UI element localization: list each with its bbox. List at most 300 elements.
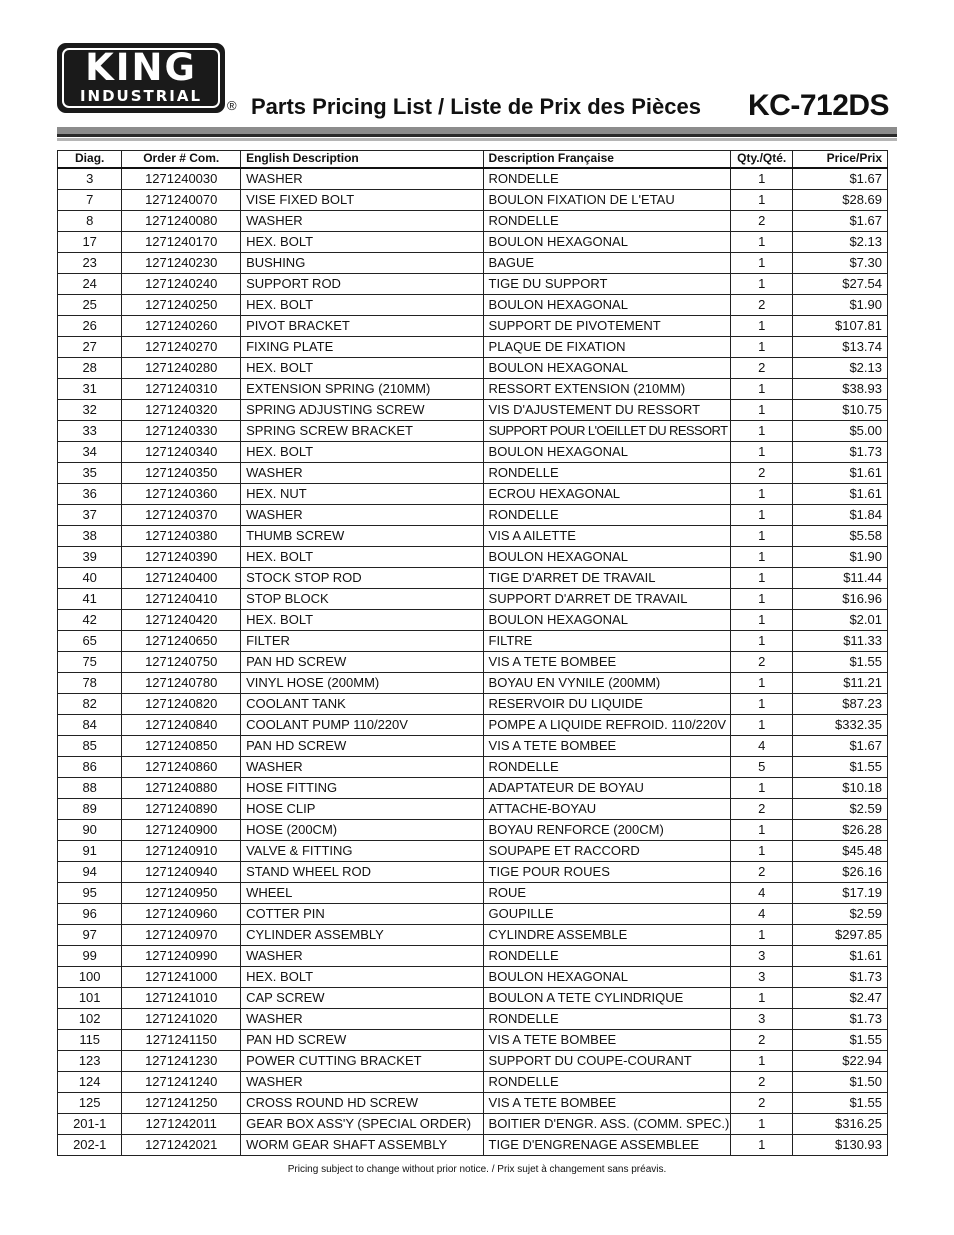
col-header-order: Order # Com. — [122, 151, 241, 169]
french-description-cell: RESSORT EXTENSION (210MM) — [483, 379, 730, 400]
diag-cell: 89 — [58, 799, 122, 820]
price-cell: $332.35 — [793, 715, 888, 736]
english-description-cell: VALVE & FITTING — [241, 841, 483, 862]
table-row — [58, 1093, 888, 1114]
english-description-cell: STAND WHEEL ROD — [241, 862, 483, 883]
diag-cell: 33 — [58, 421, 122, 442]
table-row — [58, 1009, 888, 1030]
order-number-cell: 1271240350 — [122, 463, 241, 484]
qty-cell: 2 — [731, 211, 793, 232]
diag-cell: 88 — [58, 778, 122, 799]
diag-cell: 102 — [58, 1009, 122, 1030]
order-number-cell: 1271240380 — [122, 526, 241, 547]
price-cell: $26.16 — [793, 862, 888, 883]
diag-cell: 124 — [58, 1072, 122, 1093]
diag-cell: 202-1 — [58, 1135, 122, 1156]
order-number-cell: 1271240280 — [122, 358, 241, 379]
french-description-cell: TIGE D'ENGRENAGE ASSEMBLEE — [483, 1135, 730, 1156]
qty-cell: 1 — [731, 379, 793, 400]
col-header-qty: Qty./Qté. — [731, 151, 793, 169]
table-row — [58, 652, 888, 673]
table-row — [58, 190, 888, 211]
diag-cell: 8 — [58, 211, 122, 232]
price-cell: $1.61 — [793, 463, 888, 484]
french-description-cell: RONDELLE — [483, 1072, 730, 1093]
english-description-cell: WASHER — [241, 1009, 483, 1030]
price-cell: $1.61 — [793, 946, 888, 967]
parts-pricing-table — [57, 150, 888, 1156]
qty-cell: 1 — [731, 673, 793, 694]
table-row — [58, 211, 888, 232]
english-description-cell: VISE FIXED BOLT — [241, 190, 483, 211]
diag-cell: 28 — [58, 358, 122, 379]
english-description-cell: STOCK STOP ROD — [241, 568, 483, 589]
table-row — [58, 1114, 888, 1135]
diag-cell: 35 — [58, 463, 122, 484]
order-number-cell: 1271241250 — [122, 1093, 241, 1114]
diag-cell: 101 — [58, 988, 122, 1009]
qty-cell: 2 — [731, 1030, 793, 1051]
qty-cell: 2 — [731, 463, 793, 484]
order-number-cell: 1271240880 — [122, 778, 241, 799]
price-cell: $22.94 — [793, 1051, 888, 1072]
english-description-cell: HEX. BOLT — [241, 547, 483, 568]
price-cell: $1.90 — [793, 295, 888, 316]
english-description-cell: FILTER — [241, 631, 483, 652]
logo-brand-text: KING — [85, 46, 197, 89]
diag-cell: 82 — [58, 694, 122, 715]
diag-cell: 78 — [58, 673, 122, 694]
table-row — [58, 442, 888, 463]
diag-cell: 39 — [58, 547, 122, 568]
english-description-cell: CYLINDER ASSEMBLY — [241, 925, 483, 946]
table-row — [58, 295, 888, 316]
table-row — [58, 820, 888, 841]
table-row — [58, 589, 888, 610]
english-description-cell: POWER CUTTING BRACKET — [241, 1051, 483, 1072]
qty-cell: 2 — [731, 862, 793, 883]
diag-cell: 26 — [58, 316, 122, 337]
english-description-cell: CAP SCREW — [241, 988, 483, 1009]
qty-cell: 3 — [731, 946, 793, 967]
qty-cell: 1 — [731, 168, 793, 190]
price-cell: $26.28 — [793, 820, 888, 841]
order-number-cell: 1271240650 — [122, 631, 241, 652]
english-description-cell: HEX. BOLT — [241, 232, 483, 253]
english-description-cell: HEX. BOLT — [241, 442, 483, 463]
order-number-cell: 1271240070 — [122, 190, 241, 211]
qty-cell: 1 — [731, 631, 793, 652]
price-cell: $11.33 — [793, 631, 888, 652]
price-cell: $1.61 — [793, 484, 888, 505]
table-row — [58, 379, 888, 400]
english-description-cell: HEX. NUT — [241, 484, 483, 505]
king-industrial-logo — [57, 43, 225, 113]
qty-cell: 1 — [731, 316, 793, 337]
table-row — [58, 799, 888, 820]
english-description-cell: WASHER — [241, 757, 483, 778]
col-header-diag: Diag. — [58, 151, 122, 169]
table-row — [58, 715, 888, 736]
table-row — [58, 568, 888, 589]
french-description-cell: TIGE D'ARRET DE TRAVAIL — [483, 568, 730, 589]
order-number-cell: 1271240370 — [122, 505, 241, 526]
price-cell: $27.54 — [793, 274, 888, 295]
french-description-cell: CYLINDRE ASSEMBLE — [483, 925, 730, 946]
qty-cell: 1 — [731, 274, 793, 295]
english-description-cell: HEX. BOLT — [241, 295, 483, 316]
diag-cell: 3 — [58, 168, 122, 190]
french-description-cell: BOYAU EN VYNILE (200MM) — [483, 673, 730, 694]
french-description-cell: BOULON HEXAGONAL — [483, 547, 730, 568]
order-number-cell: 1271240170 — [122, 232, 241, 253]
table-row — [58, 358, 888, 379]
diag-cell: 27 — [58, 337, 122, 358]
qty-cell: 1 — [731, 1051, 793, 1072]
english-description-cell: VINYL HOSE (200MM) — [241, 673, 483, 694]
table-row — [58, 736, 888, 757]
price-cell: $38.93 — [793, 379, 888, 400]
order-number-cell: 1271240250 — [122, 295, 241, 316]
table-row — [58, 484, 888, 505]
table-row — [58, 274, 888, 295]
price-cell: $10.18 — [793, 778, 888, 799]
diag-cell: 97 — [58, 925, 122, 946]
english-description-cell: WASHER — [241, 505, 483, 526]
diag-cell: 41 — [58, 589, 122, 610]
french-description-cell: RONDELLE — [483, 211, 730, 232]
english-description-cell: EXTENSION SPRING (210MM) — [241, 379, 483, 400]
french-description-cell: VIS A TETE BOMBEE — [483, 652, 730, 673]
french-description-cell: VIS A TETE BOMBEE — [483, 736, 730, 757]
diag-cell: 96 — [58, 904, 122, 925]
french-description-cell: BOULON FIXATION DE L'ETAU — [483, 190, 730, 211]
order-number-cell: 1271240230 — [122, 253, 241, 274]
english-description-cell: HEX. BOLT — [241, 967, 483, 988]
qty-cell: 1 — [731, 610, 793, 631]
table-row — [58, 253, 888, 274]
price-cell: $10.75 — [793, 400, 888, 421]
order-number-cell: 1271240270 — [122, 337, 241, 358]
table-row — [58, 421, 888, 442]
english-description-cell: HOSE CLIP — [241, 799, 483, 820]
qty-cell: 1 — [731, 253, 793, 274]
table-row — [58, 1135, 888, 1156]
price-cell: $87.23 — [793, 694, 888, 715]
diag-cell: 37 — [58, 505, 122, 526]
price-cell: $16.96 — [793, 589, 888, 610]
order-number-cell: 1271240320 — [122, 400, 241, 421]
qty-cell: 1 — [731, 988, 793, 1009]
diag-cell: 94 — [58, 862, 122, 883]
english-description-cell: PAN HD SCREW — [241, 1030, 483, 1051]
table-row — [58, 694, 888, 715]
qty-cell: 1 — [731, 442, 793, 463]
french-description-cell: ROUE — [483, 883, 730, 904]
diag-cell: 75 — [58, 652, 122, 673]
diag-cell: 40 — [58, 568, 122, 589]
french-description-cell: PLAQUE DE FIXATION — [483, 337, 730, 358]
english-description-cell: SPRING ADJUSTING SCREW — [241, 400, 483, 421]
table-row — [58, 316, 888, 337]
order-number-cell: 1271240260 — [122, 316, 241, 337]
price-cell: $1.55 — [793, 652, 888, 673]
qty-cell: 1 — [731, 505, 793, 526]
price-cell: $1.55 — [793, 757, 888, 778]
english-description-cell: HEX. BOLT — [241, 358, 483, 379]
col-header-english: English Description — [241, 151, 483, 169]
logo-sub-text: INDUSTRIAL — [79, 87, 203, 105]
french-description-cell: VIS A TETE BOMBEE — [483, 1030, 730, 1051]
qty-cell: 4 — [731, 883, 793, 904]
french-description-cell: BAGUE — [483, 253, 730, 274]
qty-cell: 1 — [731, 526, 793, 547]
price-cell: $2.59 — [793, 799, 888, 820]
qty-cell: 1 — [731, 547, 793, 568]
french-description-cell: TIGE POUR ROUES — [483, 862, 730, 883]
french-description-cell: SUPPORT DU COUPE-COURANT — [483, 1051, 730, 1072]
price-cell: $11.44 — [793, 568, 888, 589]
french-description-cell: VIS A AILETTE — [483, 526, 730, 547]
price-cell: $5.00 — [793, 421, 888, 442]
table-row — [58, 631, 888, 652]
order-number-cell: 1271240910 — [122, 841, 241, 862]
qty-cell: 1 — [731, 694, 793, 715]
table-row — [58, 168, 888, 190]
diag-cell: 32 — [58, 400, 122, 421]
table-row — [58, 904, 888, 925]
order-number-cell: 1271240240 — [122, 274, 241, 295]
diag-cell: 23 — [58, 253, 122, 274]
price-cell: $11.21 — [793, 673, 888, 694]
english-description-cell: HOSE FITTING — [241, 778, 483, 799]
price-cell: $2.01 — [793, 610, 888, 631]
diag-cell: 34 — [58, 442, 122, 463]
english-description-cell: HOSE (200CM) — [241, 820, 483, 841]
english-description-cell: WASHER — [241, 168, 483, 190]
french-description-cell: TIGE DU SUPPORT — [483, 274, 730, 295]
qty-cell: 1 — [731, 715, 793, 736]
table-row — [58, 547, 888, 568]
french-description-cell: GOUPILLE — [483, 904, 730, 925]
table-row — [58, 778, 888, 799]
order-number-cell: 1271240330 — [122, 421, 241, 442]
diag-cell: 115 — [58, 1030, 122, 1051]
price-cell: $316.25 — [793, 1114, 888, 1135]
qty-cell: 1 — [731, 421, 793, 442]
qty-cell: 1 — [731, 1135, 793, 1156]
qty-cell: 1 — [731, 925, 793, 946]
diag-cell: 31 — [58, 379, 122, 400]
qty-cell: 2 — [731, 1093, 793, 1114]
diag-cell: 38 — [58, 526, 122, 547]
english-description-cell: WASHER — [241, 1072, 483, 1093]
qty-cell: 5 — [731, 757, 793, 778]
col-header-french: Description Française — [483, 151, 730, 169]
order-number-cell: 1271240400 — [122, 568, 241, 589]
qty-cell: 4 — [731, 736, 793, 757]
order-number-cell: 1271241230 — [122, 1051, 241, 1072]
table-row — [58, 673, 888, 694]
order-number-cell: 1271240080 — [122, 211, 241, 232]
qty-cell: 1 — [731, 1114, 793, 1135]
french-description-cell: VIS D'AJUSTEMENT DU RESSORT — [483, 400, 730, 421]
table-row — [58, 610, 888, 631]
french-description-cell: BOULON HEXAGONAL — [483, 358, 730, 379]
order-number-cell: 1271240860 — [122, 757, 241, 778]
french-description-cell: SOUPAPE ET RACCORD — [483, 841, 730, 862]
qty-cell: 3 — [731, 967, 793, 988]
price-cell: $1.73 — [793, 442, 888, 463]
header-rule-dark — [57, 134, 897, 137]
price-cell: $1.67 — [793, 168, 888, 190]
french-description-cell: RONDELLE — [483, 1009, 730, 1030]
diag-cell: 24 — [58, 274, 122, 295]
qty-cell: 1 — [731, 484, 793, 505]
french-description-cell: RESERVOIR DU LIQUIDE — [483, 694, 730, 715]
price-cell: $2.13 — [793, 358, 888, 379]
qty-cell: 4 — [731, 904, 793, 925]
qty-cell: 1 — [731, 232, 793, 253]
col-header-price: Price/Prix — [793, 151, 888, 169]
page-title: Parts Pricing List / Liste de Prix des Pièces — [251, 94, 701, 119]
table-row — [58, 1072, 888, 1093]
qty-cell: 1 — [731, 400, 793, 421]
qty-cell: 1 — [731, 568, 793, 589]
french-description-cell: SUPPORT POUR L'OEILLET DU RESSORT — [483, 421, 730, 442]
french-description-cell: ECROU HEXAGONAL — [483, 484, 730, 505]
french-description-cell: POMPE A LIQUIDE REFROID. 110/220V — [483, 715, 730, 736]
order-number-cell: 1271240890 — [122, 799, 241, 820]
english-description-cell: WORM GEAR SHAFT ASSEMBLY — [241, 1135, 483, 1156]
price-cell: $45.48 — [793, 841, 888, 862]
diag-cell: 86 — [58, 757, 122, 778]
diag-cell: 84 — [58, 715, 122, 736]
order-number-cell: 1271240990 — [122, 946, 241, 967]
english-description-cell: COOLANT PUMP 110/220V — [241, 715, 483, 736]
french-description-cell: RONDELLE — [483, 505, 730, 526]
english-description-cell: CROSS ROUND HD SCREW — [241, 1093, 483, 1114]
french-description-cell: ADAPTATEUR DE BOYAU — [483, 778, 730, 799]
french-description-cell: RONDELLE — [483, 168, 730, 190]
french-description-cell: FILTRE — [483, 631, 730, 652]
price-cell: $1.55 — [793, 1093, 888, 1114]
price-cell: $28.69 — [793, 190, 888, 211]
price-cell: $1.67 — [793, 211, 888, 232]
table-row — [58, 526, 888, 547]
order-number-cell: 1271240780 — [122, 673, 241, 694]
diag-cell: 91 — [58, 841, 122, 862]
price-cell: $2.47 — [793, 988, 888, 1009]
french-description-cell: BOULON HEXAGONAL — [483, 232, 730, 253]
price-cell: $17.19 — [793, 883, 888, 904]
price-cell: $1.73 — [793, 1009, 888, 1030]
table-row — [58, 1030, 888, 1051]
qty-cell: 2 — [731, 358, 793, 379]
order-number-cell: 1271240390 — [122, 547, 241, 568]
english-description-cell: BUSHING — [241, 253, 483, 274]
order-number-cell: 1271241020 — [122, 1009, 241, 1030]
diag-cell: 36 — [58, 484, 122, 505]
diag-cell: 123 — [58, 1051, 122, 1072]
order-number-cell: 1271240360 — [122, 484, 241, 505]
diag-cell: 42 — [58, 610, 122, 631]
order-number-cell: 1271241010 — [122, 988, 241, 1009]
price-cell: $5.58 — [793, 526, 888, 547]
qty-cell: 1 — [731, 778, 793, 799]
price-cell: $1.84 — [793, 505, 888, 526]
french-description-cell: BOULON HEXAGONAL — [483, 610, 730, 631]
order-number-cell: 1271240970 — [122, 925, 241, 946]
table-row — [58, 862, 888, 883]
price-cell: $2.59 — [793, 904, 888, 925]
price-cell: $7.30 — [793, 253, 888, 274]
price-cell: $13.74 — [793, 337, 888, 358]
english-description-cell: PIVOT BRACKET — [241, 316, 483, 337]
english-description-cell: WASHER — [241, 211, 483, 232]
order-number-cell: 1271240750 — [122, 652, 241, 673]
qty-cell: 3 — [731, 1009, 793, 1030]
qty-cell: 1 — [731, 589, 793, 610]
diag-cell: 25 — [58, 295, 122, 316]
table-row — [58, 967, 888, 988]
french-description-cell: SUPPORT DE PIVOTEMENT — [483, 316, 730, 337]
french-description-cell: SUPPORT D'ARRET DE TRAVAIL — [483, 589, 730, 610]
table-row — [58, 757, 888, 778]
order-number-cell: 1271241000 — [122, 967, 241, 988]
french-description-cell: RONDELLE — [483, 946, 730, 967]
price-cell: $297.85 — [793, 925, 888, 946]
diag-cell: 85 — [58, 736, 122, 757]
diag-cell: 90 — [58, 820, 122, 841]
french-description-cell: VIS A TETE BOMBEE — [483, 1093, 730, 1114]
order-number-cell: 1271242011 — [122, 1114, 241, 1135]
english-description-cell: PAN HD SCREW — [241, 736, 483, 757]
qty-cell: 1 — [731, 190, 793, 211]
english-description-cell: HEX. BOLT — [241, 610, 483, 631]
english-description-cell: WHEEL — [241, 883, 483, 904]
order-number-cell: 1271240820 — [122, 694, 241, 715]
english-description-cell: WASHER — [241, 463, 483, 484]
qty-cell: 1 — [731, 337, 793, 358]
price-cell: $130.93 — [793, 1135, 888, 1156]
order-number-cell: 1271240420 — [122, 610, 241, 631]
french-description-cell: BOULON HEXAGONAL — [483, 442, 730, 463]
table-body — [58, 168, 888, 1156]
table-row — [58, 841, 888, 862]
registered-mark: ® — [227, 98, 237, 113]
table-row — [58, 1051, 888, 1072]
french-description-cell: RONDELLE — [483, 463, 730, 484]
diag-cell: 17 — [58, 232, 122, 253]
french-description-cell: BOULON HEXAGONAL — [483, 295, 730, 316]
french-description-cell: BOULON HEXAGONAL — [483, 967, 730, 988]
table-row — [58, 232, 888, 253]
price-cell: $107.81 — [793, 316, 888, 337]
qty-cell: 1 — [731, 820, 793, 841]
qty-cell: 1 — [731, 841, 793, 862]
order-number-cell: 1271240340 — [122, 442, 241, 463]
table-header-row — [58, 151, 888, 169]
order-number-cell: 1271240900 — [122, 820, 241, 841]
french-description-cell: RONDELLE — [483, 757, 730, 778]
english-description-cell: WASHER — [241, 946, 483, 967]
order-number-cell: 1271241150 — [122, 1030, 241, 1051]
order-number-cell: 1271240960 — [122, 904, 241, 925]
order-number-cell: 1271240940 — [122, 862, 241, 883]
table-row — [58, 505, 888, 526]
pricing-note: Pricing subject to change without prior notice. / Prix sujet à changement sans préavis. — [287, 1164, 667, 1175]
